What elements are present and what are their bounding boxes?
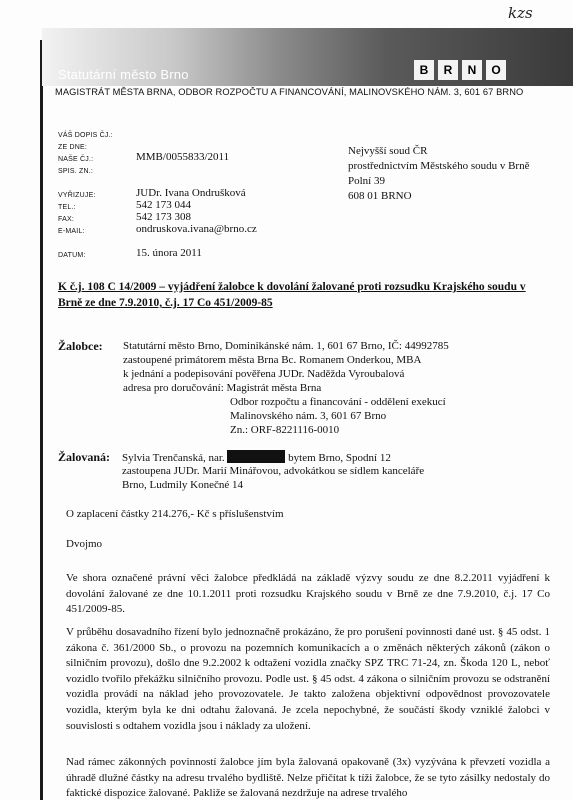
recipient-line: Nejvyšší soud ČR [348, 145, 428, 157]
letterhead-subtitle: MAGISTRÁT MĚSTA BRNA, ODBOR ROZPOČTU A FINANCOVÁNÍ, MALINOVSKÉHO NÁM. 3, 601 67 BRNO [55, 87, 524, 97]
handwritten-note: kzs [508, 4, 533, 22]
logo-letter-n: N [462, 60, 482, 80]
phone-number: 542 173 044 [136, 199, 191, 211]
defendant-label: Žalovaná: [58, 450, 111, 464]
brno-logo [414, 60, 506, 80]
label-fax: FAX: [58, 216, 74, 223]
plaintiff-line: adresa pro doručování: Magistrát města Brna [123, 382, 322, 394]
subject-line: K č.j. 108 C 14/2009 – vyjádření žalobce k dovolání žalované proti rozsudku Krajského soudu v Brně ze dne 7.9.2010, č.j. 17 Co 451/2009-85 [58, 281, 526, 309]
defendant-line: Brno, Ludmily Konečné 14 [122, 479, 243, 491]
label-vas-dopis: VÁŠ DOPIS ČJ.: [58, 132, 113, 139]
reference-number: MMB/0055833/2011 [136, 151, 230, 163]
copies-line: Dvojmo [66, 538, 103, 550]
recipient-line: prostřednictvím Městského soudu v Brně [348, 160, 530, 172]
plaintiff-line: k jednání a podepisování pověřena JUDr. Naděžda Vyroubalová [123, 368, 405, 380]
redaction-box [227, 450, 285, 463]
plaintiff-line: Statutární město Brno, Dominikánské nám. 1, 601 67 Brno, IČ: 44992785 [123, 340, 449, 352]
fax-number: 542 173 308 [136, 211, 191, 223]
label-vyrizuje: VYŘIZUJE: [58, 192, 96, 199]
defendant-line: zastoupena JUDr. Marií Minářovou, advokátkou se sídlem kanceláře [122, 465, 425, 477]
body-paragraph: Ve shora označené právní věci žalobce předkládá na základě výzvy soudu ze dne 8.2.2011 vyjádření k dovolání žalované ze dne 10.1.2011 proti rozsudku Krajského soudu v Brně ze dne 7.9.2010, č.j. 17 Co 451/2009-85. [66, 572, 550, 616]
plaintiff-line: Malinovského nám. 3, 601 67 Brno [230, 410, 387, 422]
letterhead-title: Statutární město Brno [58, 67, 189, 82]
logo-letter-r: R [438, 60, 458, 80]
plaintiff-line: Zn.: ORF-8221116-0010 [230, 424, 340, 436]
plaintiff-line: Odbor rozpočtu a financování - oddělení exekucí [230, 396, 446, 408]
left-border-line [40, 40, 43, 800]
defendant-address: bytem Brno, Spodní 12 [288, 452, 391, 464]
defendant-name: Sylvia Trenčanská, nar. [122, 452, 225, 464]
logo-letter-b: B [414, 60, 434, 80]
label-nase-cj: NAŠE ČJ.: [58, 156, 94, 163]
label-ze-dne: ZE DNE: [58, 144, 88, 151]
label-email: E-MAIL: [58, 228, 85, 235]
label-datum: DATUM: [58, 252, 86, 259]
label-tel: TEL.: [58, 204, 76, 211]
body-paragraph: V průběhu dosavadního řízení bylo jednoznačně prokázáno, že pro porušení povinnosti dané ust. § 45 odst. 1 zákona č. 361/2000 Sb., o provozu na pozemních komunikacích a o změnách některých zákonů (zákon o silničním provozu), došlo dne 9.2.2002 k odtažení vozidla značky SPZ TRC 71-24, zn. Škoda 120 L, neboť vozidlo tvořilo překážku silničního provozu. Podle ust. § 45 odst. 4 zákona o silničním provozu se odstranění vozidla provádí na náklad jeho provozovatele. Je takto založena objektivní odpovědnost provozovatele vozidla, kterým byla ke dni odtahu žalovaná. Je zcela nepochybné, že součástí škody vzniklé žalobci v souvislosti s odtahem vozidla jsou i náklady za uložení. [66, 626, 550, 732]
claim-line: O zaplacení částky 214.276,- Kč s příslušenstvím [66, 508, 284, 520]
recipient-line: Polní 39 [348, 175, 385, 187]
handler-name: JUDr. Ivana Ondrušková [136, 187, 246, 199]
plaintiff-line: zastoupené primátorem města Brna Bc. Romanem Onderkou, MBA [123, 354, 422, 366]
label-spis-zn: SPIS. ZN.: [58, 168, 94, 175]
recipient-address [348, 144, 529, 204]
email-address: ondruskova.ivana@brno.cz [136, 223, 257, 235]
recipient-line: 608 01 BRNO [348, 190, 412, 202]
plaintiff-label: Žalobce: [58, 339, 103, 353]
logo-letter-o: O [486, 60, 506, 80]
body-paragraph: Nad rámec zákonných povinností žalobce jím byla žalovaná opakovaně (3x) vyzývána k převzetí vozidla a úhradě dlužné částky na adresu trvalého bydliště. Nelze přičítat k tíži žalobce, že se tyto zásilky nedostaly do faktické dispozice žalované. Pakliže se žalovaná nezdržuje na adrese trvalého [66, 756, 550, 800]
document-date: 15. února 2011 [136, 247, 202, 259]
